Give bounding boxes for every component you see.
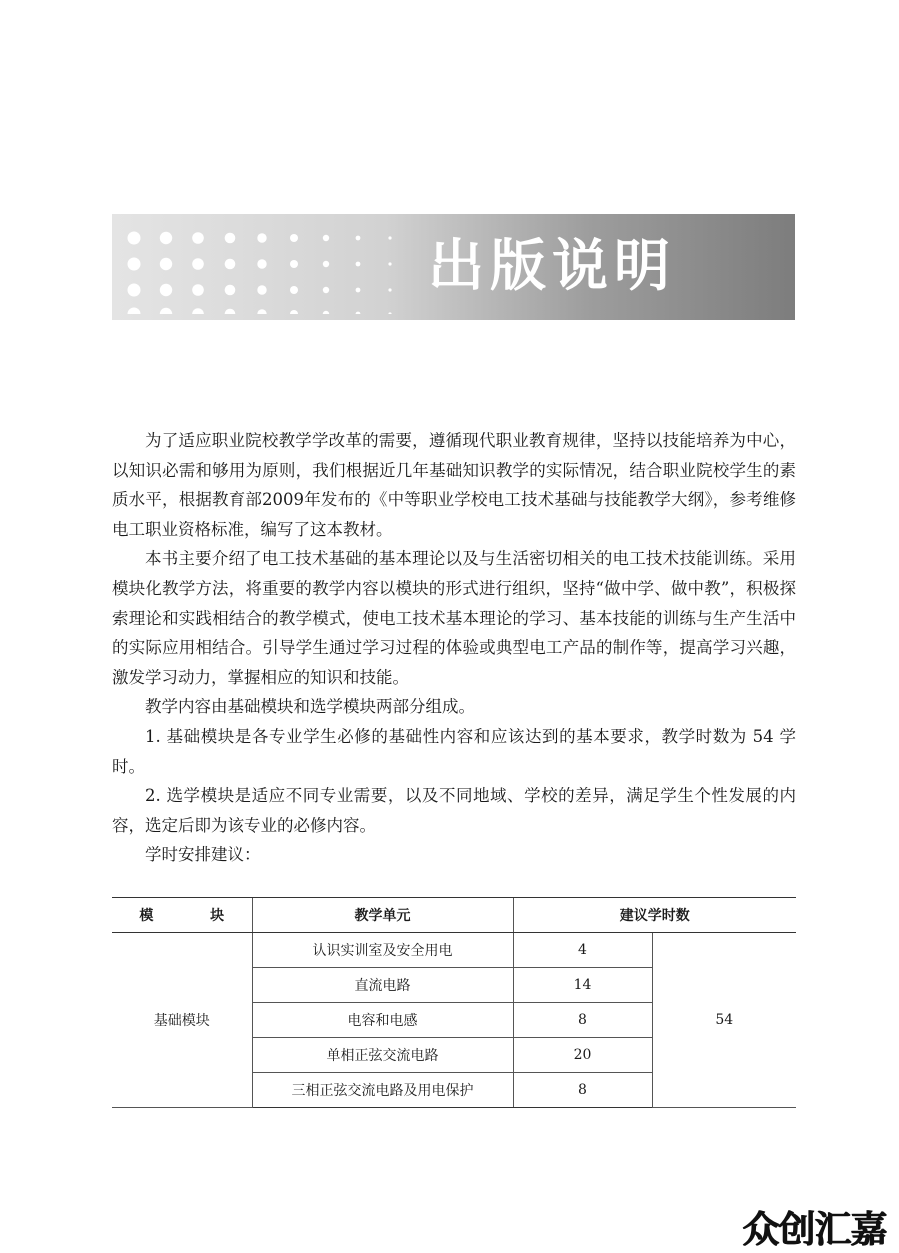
paragraph-structure: 教学内容由基础模块和选学模块两部分组成。 (145, 697, 475, 717)
total-hours-cell: 54 (652, 933, 796, 1108)
header-unit: 教学单元 (252, 898, 513, 933)
paragraph-elective-module: 2. 选学模块是适应不同专业需要，以及不同地域、学校的差异，满足学生个性发展的内容，选定后即为该专业的必修内容。 (112, 786, 796, 835)
body-text (112, 426, 796, 870)
hours-cell: 14 (513, 968, 652, 1003)
paragraph-intro: 为了适应职业院校教学学改革的需要，遵循现代职业教育规律，坚持以技能培养为中心，以知识必需和够用为原则，我们根据近几年基础知识教学的实际情况，结合职业院校学生的素质水平，根据教育部2009年发布的《中等职业学校电工技术基础与技能教学大纲》，参考维修电工职业资格标准，编写了这本教材。 (112, 431, 796, 539)
header-module: 模 块 (112, 898, 252, 933)
title-banner (112, 214, 795, 320)
hours-schedule-table (112, 897, 796, 1108)
unit-cell: 单相正弦交流电路 (252, 1038, 513, 1073)
hours-cell: 4 (513, 933, 652, 968)
watermark-logo: 众创汇嘉 (742, 1208, 886, 1251)
unit-cell: 电容和电感 (252, 1003, 513, 1038)
paragraph-content: 本书主要介绍了电工技术基础的基本理论以及与生活密切相关的电工技术技能训练。采用模块化教学方法，将重要的教学内容以模块的形式进行组织，坚持“做中学、做中教”，积极探索理论和实践相结合的教学模式，使电工技术基本理论的学习、基本技能的训练与生产生活中的实际应用相结合。引导学生通过学习过程的体验或典型电工产品的制作等，提高学习兴趣，激发学习动力，掌握相应的知识和技能。 (112, 549, 796, 687)
hours-cell: 8 (513, 1073, 652, 1108)
hours-cell: 20 (513, 1038, 652, 1073)
table-header-row (112, 898, 796, 933)
paragraph-basic-module: 1. 基础模块是各专业学生必修的基础性内容和应该达到的基本要求，教学时数为 54 学时。 (112, 726, 796, 776)
hours-cell: 8 (513, 1003, 652, 1038)
header-hours: 建议学时数 (513, 898, 796, 933)
unit-cell: 认识实训室及安全用电 (252, 933, 513, 968)
paragraph-schedule-intro: 学时安排建议： (145, 845, 261, 865)
unit-cell: 直流电路 (252, 968, 513, 1003)
module-name-cell: 基础模块 (112, 933, 252, 1108)
page-title: 出版说明 (428, 234, 676, 299)
decorative-dots (126, 224, 406, 314)
unit-cell: 三相正弦交流电路及用电保护 (252, 1073, 513, 1108)
table-row (112, 933, 796, 968)
